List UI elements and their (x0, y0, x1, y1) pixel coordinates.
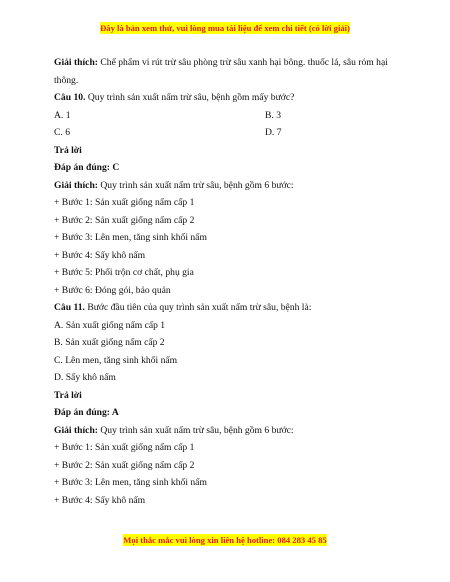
q10-explanation (54, 177, 399, 195)
q11-option-b: B. Sản xuất giống nấm cấp 2 (54, 337, 165, 348)
q10-step-1: + Bước 1: Sản xuất giống nấm cấp 1 (54, 197, 195, 208)
explanation-label: Giải thích: (54, 57, 98, 68)
q11-step-1: + Bước 1: Sản xuất giống nấm cấp 1 (54, 442, 195, 453)
q11-step-2: + Bước 2: Sản xuất giống nấm cấp 2 (54, 459, 195, 471)
q11-explanation (54, 422, 399, 440)
q11-correct-answer: Đáp án đúng: A (54, 407, 119, 418)
q10-step-6: + Bước 6: Đóng gói, bảo quản (54, 284, 171, 296)
explanation-text: Quy trình sản xuất nấm trừ sâu, bệnh gồm 6 bước: (97, 424, 294, 436)
explanation-text: Chế phẩm vi rút trừ sâu phòng trừ sâu xanh hại bông. thuốc lá, sâu róm hại thông. (54, 57, 388, 86)
q11-answer-heading: Trả lời (54, 389, 82, 401)
question-10 (54, 89, 399, 107)
document-body (54, 54, 399, 509)
q10-option-d: D. 7 (265, 127, 282, 138)
q10-step-2: + Bước 2: Sản xuất giống nấm cấp 2 (54, 214, 195, 226)
question-number: Câu 10. (54, 92, 86, 103)
q10-options-row-2 (54, 124, 399, 142)
q11-option-c: C. Lên men, tăng sinh khối nấm (54, 354, 178, 366)
preview-banner-text: Đây là bản xem thử, vui lòng mua tài liệu để xem chi tiết (có lời giải) (100, 23, 350, 33)
question-number: Câu 11. (54, 302, 85, 313)
hotline-banner-text: Mọi thắc mắc vui lòng xin liên hệ hotline: 084 283 45 85 (123, 535, 327, 545)
question-text: Bước đầu tiên của quy trình sản xuất nấm trừ sâu, bệnh là: (84, 302, 312, 313)
q10-correct-answer: Đáp án đúng: C (54, 162, 120, 173)
q10-step-4: + Bước 4: Sấy khô nấm (54, 249, 146, 261)
q11-option-a: A. Sản xuất giống nấm cấp 1 (54, 319, 166, 331)
q11-step-3: + Bước 3: Lên men, tăng sinh khối nấm (54, 477, 207, 488)
q10-options-row-1 (54, 107, 399, 125)
intro-explanation (54, 54, 399, 89)
q11-step-4: + Bước 4: Sấy khô nấm (54, 494, 146, 506)
q10-step-3: + Bước 3: Lên men, tăng sinh khối nấm (54, 232, 207, 243)
q10-step-5: + Bước 5: Phối trộn cơ chất, phụ gia (54, 267, 194, 278)
q10-answer-heading: Trả lời (54, 144, 82, 156)
question-text: Quy trình sản xuất nấm trừ sâu, bệnh gồm mấy bước? (85, 92, 295, 103)
question-11 (54, 299, 399, 317)
explanation-text: Quy trình sản xuất nấm trừ sâu, bệnh gồm 6 bước: (97, 179, 294, 191)
preview-banner (0, 23, 450, 33)
hotline-banner (0, 535, 450, 545)
q11-option-d: D. Sấy khô nấm (54, 372, 116, 383)
explanation-label: Giải thích: (54, 179, 98, 191)
explanation-label: Giải thích: (54, 424, 98, 436)
q10-option-c: C. 6 (54, 127, 70, 138)
q10-option-b: B. 3 (265, 109, 281, 121)
q10-option-a: A. 1 (54, 109, 71, 121)
